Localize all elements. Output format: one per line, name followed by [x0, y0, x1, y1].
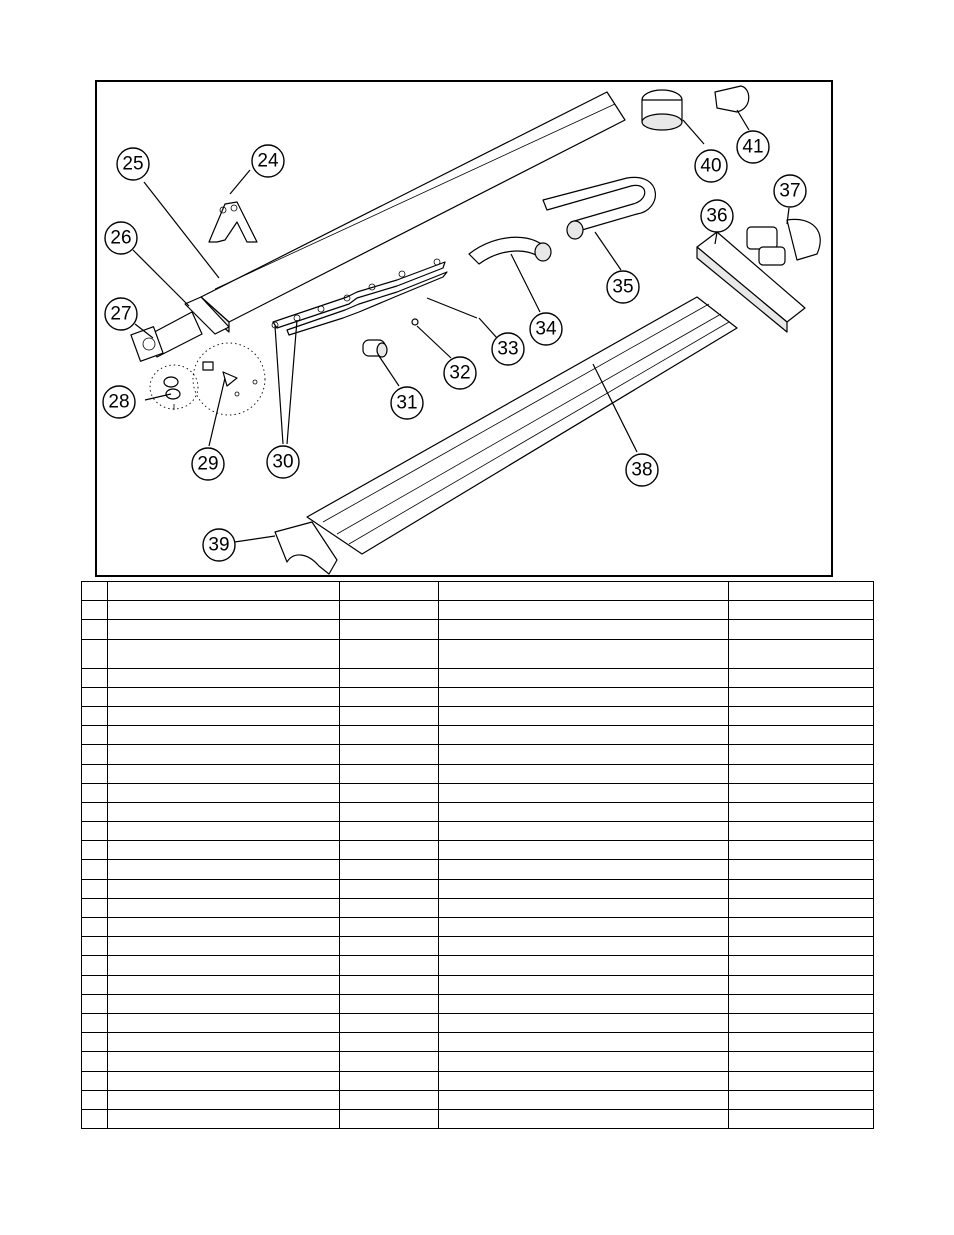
table-cell: [108, 726, 340, 745]
table-cell: [82, 1109, 108, 1128]
table-cell: [340, 687, 439, 706]
callout-41: [737, 131, 769, 163]
table-row: [82, 620, 874, 639]
table-cell: [82, 639, 108, 668]
table-cell: [729, 706, 874, 725]
part-32-screw: [412, 319, 418, 325]
part-27-flange-pipe: [131, 312, 202, 361]
part-31-cap: [363, 340, 387, 357]
table-cell: [439, 764, 729, 783]
table-row: [82, 1013, 874, 1032]
table-row: [82, 822, 874, 841]
callout-37: [774, 175, 806, 207]
part-29-bracket-set: [193, 343, 265, 415]
table-cell: [340, 937, 439, 956]
table-cell: [729, 620, 874, 639]
part-25-main-tube: [201, 92, 625, 332]
table-cell: [439, 1013, 729, 1032]
part-24-hanger-clip: [209, 202, 257, 242]
table-cell: [439, 1033, 729, 1052]
table-cell: [82, 802, 108, 821]
callout-39: [203, 529, 235, 561]
table-cell: [340, 639, 439, 668]
table-cell: [108, 860, 340, 879]
table-cell: [340, 726, 439, 745]
table-cell: [108, 898, 340, 917]
table-cell: [82, 1033, 108, 1052]
table-cell: [729, 687, 874, 706]
table-cell: [340, 764, 439, 783]
table-cell: [108, 764, 340, 783]
table-cell: [729, 601, 874, 620]
table-cell: [108, 822, 340, 841]
table-row: [82, 668, 874, 687]
table-cell: [82, 706, 108, 725]
table-cell: [340, 1013, 439, 1032]
table-cell: [108, 582, 340, 601]
table-cell: [82, 841, 108, 860]
parts-table-body: [82, 582, 874, 1129]
diagram-svg: [97, 82, 835, 579]
callout-39-label: 39: [208, 534, 230, 556]
table-row: [82, 745, 874, 764]
callout-38-label: 38: [631, 459, 653, 481]
callout-35: [607, 271, 639, 303]
table-row: [82, 956, 874, 975]
table-cell: [82, 860, 108, 879]
callout-33: [492, 333, 524, 365]
table-cell: [729, 1090, 874, 1109]
table-cell: [439, 956, 729, 975]
part-34-elbow: [469, 237, 551, 264]
table-cell: [108, 620, 340, 639]
table-cell: [108, 745, 340, 764]
table-cell: [82, 918, 108, 937]
table-cell: [82, 726, 108, 745]
table-cell: [340, 1033, 439, 1052]
table-row: [82, 802, 874, 821]
table-cell: [108, 783, 340, 802]
table-row: [82, 783, 874, 802]
table-cell: [729, 956, 874, 975]
table-cell: [439, 687, 729, 706]
table-cell: [439, 639, 729, 668]
table-row: [82, 601, 874, 620]
table-cell: [729, 582, 874, 601]
table-cell: [82, 582, 108, 601]
table-cell: [439, 601, 729, 620]
table-row: [82, 1052, 874, 1071]
table-cell: [439, 937, 729, 956]
table-row: [82, 639, 874, 668]
table-cell: [729, 937, 874, 956]
table-cell: [439, 898, 729, 917]
table-cell: [439, 706, 729, 725]
table-cell: [340, 841, 439, 860]
table-cell: [82, 937, 108, 956]
table-cell: [439, 918, 729, 937]
table-cell: [340, 620, 439, 639]
table-row: [82, 898, 874, 917]
callout-37-label: 37: [779, 180, 801, 202]
table-cell: [340, 745, 439, 764]
table-cell: [340, 1090, 439, 1109]
table-cell: [108, 1090, 340, 1109]
table-cell: [439, 822, 729, 841]
table-row: [82, 764, 874, 783]
table-row: [82, 1090, 874, 1109]
part-38-reflector-shield: [307, 297, 737, 554]
table-cell: [340, 802, 439, 821]
table-cell: [729, 726, 874, 745]
table-cell: [340, 668, 439, 687]
table-cell: [340, 783, 439, 802]
table-cell: [439, 841, 729, 860]
part-40-cap: [642, 90, 682, 130]
table-cell: [729, 841, 874, 860]
table-cell: [82, 822, 108, 841]
table-cell: [340, 898, 439, 917]
table-cell: [108, 601, 340, 620]
table-cell: [340, 918, 439, 937]
table-cell: [82, 1090, 108, 1109]
table-cell: [729, 1109, 874, 1128]
table-cell: [108, 975, 340, 994]
table-cell: [108, 841, 340, 860]
table-cell: [82, 687, 108, 706]
table-cell: [439, 802, 729, 821]
table-cell: [82, 601, 108, 620]
table-cell: [82, 879, 108, 898]
table-cell: [108, 639, 340, 668]
callout-30: [267, 446, 299, 478]
table-cell: [82, 1013, 108, 1032]
callout-27: [105, 298, 137, 330]
table-cell: [439, 1090, 729, 1109]
table-cell: [729, 918, 874, 937]
callout-36-label: 36: [706, 205, 728, 227]
table-cell: [729, 1052, 874, 1071]
table-cell: [82, 668, 108, 687]
table-cell: [340, 706, 439, 725]
table-cell: [340, 860, 439, 879]
table-cell: [729, 668, 874, 687]
table-cell: [729, 1071, 874, 1090]
callout-40-label: 40: [700, 155, 722, 177]
callout-32-label: 32: [449, 362, 471, 384]
callout-26: [105, 222, 137, 254]
table-cell: [108, 956, 340, 975]
part-37-end-cap: [747, 219, 820, 265]
table-cell: [108, 687, 340, 706]
table-cell: [729, 1033, 874, 1052]
table-row: [82, 1109, 874, 1128]
table-cell: [439, 975, 729, 994]
callout-35-label: 35: [612, 276, 634, 298]
part-28-fasteners: [150, 365, 198, 410]
table-cell: [439, 994, 729, 1013]
table-cell: [108, 1052, 340, 1071]
table-cell: [729, 975, 874, 994]
table-cell: [340, 956, 439, 975]
table-cell: [82, 898, 108, 917]
callout-29: [192, 448, 224, 480]
table-cell: [340, 994, 439, 1013]
table-row: [82, 726, 874, 745]
callout-24: [252, 145, 284, 177]
table-cell: [439, 1109, 729, 1128]
callout-31: [391, 387, 423, 419]
callout-33-label: 33: [497, 338, 519, 360]
table-row: [82, 937, 874, 956]
table-cell: [729, 1013, 874, 1032]
table-cell: [82, 956, 108, 975]
table-row: [82, 687, 874, 706]
table-row: [82, 918, 874, 937]
table-cell: [439, 726, 729, 745]
callout-31-label: 31: [396, 392, 418, 414]
table-cell: [108, 802, 340, 821]
table-cell: [108, 1071, 340, 1090]
table-cell: [729, 994, 874, 1013]
table-cell: [108, 879, 340, 898]
callout-41-label: 41: [742, 136, 764, 158]
table-cell: [108, 1109, 340, 1128]
callout-25: [117, 148, 149, 180]
table-cell: [340, 1071, 439, 1090]
table-cell: [108, 668, 340, 687]
callout-32: [444, 357, 476, 389]
table-cell: [340, 582, 439, 601]
table-row: [82, 1071, 874, 1090]
table-cell: [108, 994, 340, 1013]
parts-table: [81, 581, 874, 1129]
table-cell: [82, 745, 108, 764]
part-41-nozzle: [715, 86, 749, 112]
part-35-u-bend: [543, 177, 655, 239]
table-cell: [108, 1033, 340, 1052]
table-cell: [439, 879, 729, 898]
table-cell: [82, 975, 108, 994]
table-cell: [108, 1013, 340, 1032]
table-cell: [729, 639, 874, 668]
exploded-parts-diagram: [95, 80, 833, 577]
table-cell: [108, 706, 340, 725]
table-cell: [340, 822, 439, 841]
callout-26-label: 26: [110, 227, 132, 249]
table-cell: [340, 601, 439, 620]
callout-27-label: 27: [110, 303, 132, 325]
table-cell: [82, 1052, 108, 1071]
table-cell: [729, 860, 874, 879]
table-cell: [108, 937, 340, 956]
callout-24-label: 24: [257, 150, 279, 172]
table-row: [82, 841, 874, 860]
callout-28: [103, 386, 135, 418]
table-cell: [729, 802, 874, 821]
table-cell: [340, 879, 439, 898]
callout-36: [701, 200, 733, 232]
table-row: [82, 879, 874, 898]
table-cell: [82, 1071, 108, 1090]
table-cell: [729, 783, 874, 802]
table-cell: [82, 783, 108, 802]
table-cell: [729, 745, 874, 764]
table-row: [82, 706, 874, 725]
table-cell: [439, 1052, 729, 1071]
table-row: [82, 994, 874, 1013]
table-row: [82, 1033, 874, 1052]
table-cell: [340, 975, 439, 994]
table-cell: [82, 764, 108, 783]
table-cell: [729, 822, 874, 841]
part-33-rod: [427, 298, 477, 318]
callout-29-label: 29: [197, 453, 219, 475]
table-cell: [729, 898, 874, 917]
table-cell: [439, 860, 729, 879]
table-cell: [439, 668, 729, 687]
table-row: [82, 582, 874, 601]
callout-25-label: 25: [122, 153, 144, 175]
callout-40: [695, 150, 727, 182]
table-row: [82, 860, 874, 879]
table-cell: [108, 918, 340, 937]
callout-28-label: 28: [108, 391, 130, 413]
table-cell: [439, 1071, 729, 1090]
table-cell: [439, 582, 729, 601]
table-cell: [439, 745, 729, 764]
table-cell: [340, 1109, 439, 1128]
table-cell: [439, 620, 729, 639]
table-cell: [729, 764, 874, 783]
callout-34: [530, 313, 562, 345]
table-cell: [729, 879, 874, 898]
table-cell: [439, 783, 729, 802]
table-row: [82, 975, 874, 994]
table-cell: [82, 620, 108, 639]
table-cell: [82, 994, 108, 1013]
callout-38: [626, 454, 658, 486]
callout-34-label: 34: [535, 318, 557, 340]
table-cell: [340, 1052, 439, 1071]
callout-30-label: 30: [272, 451, 294, 473]
